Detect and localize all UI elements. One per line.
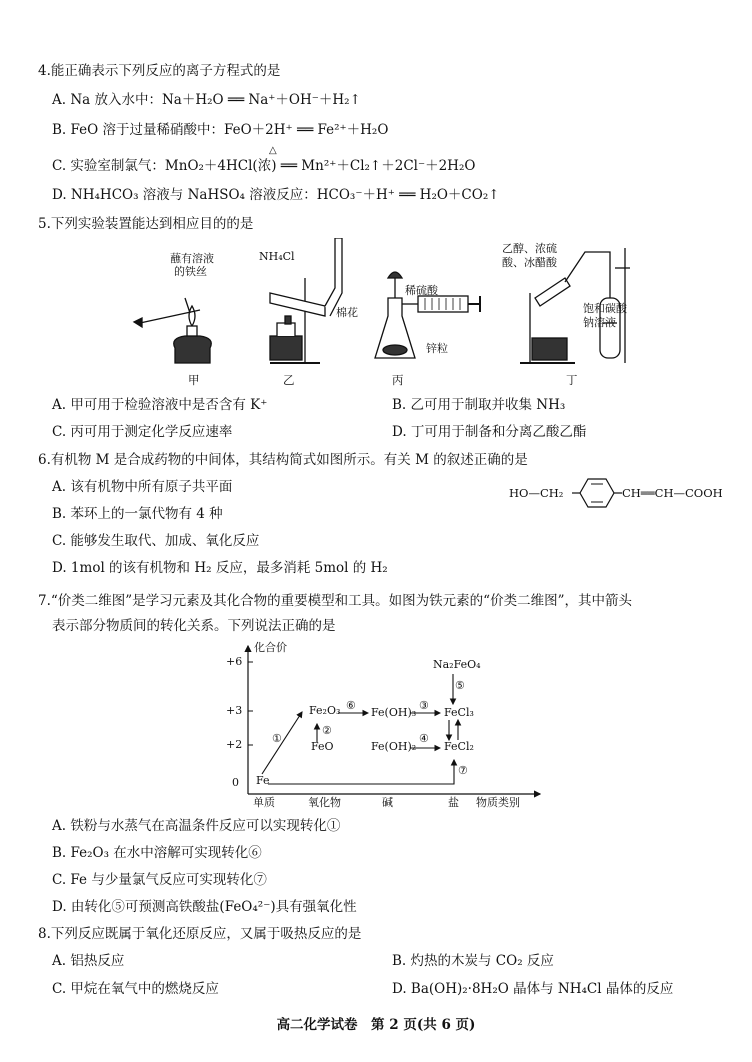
q6-option-b: B. 苯环上的一氯代物有 4 种 bbox=[52, 506, 223, 522]
q4-heat-symbol: △ bbox=[269, 145, 277, 156]
caption-yi: 乙 bbox=[283, 373, 295, 387]
q8-stem: 8.下列反应既属于氧化还原反应，又属于吸热反应的是 bbox=[38, 926, 362, 942]
label-ding-solution: 饱和碳酸 bbox=[583, 302, 627, 315]
q5-option-b: B. 乙可用于制取并收集 NH₃ bbox=[392, 397, 566, 413]
species-feoh3: Fe(OH)₃ bbox=[371, 706, 417, 719]
caption-ding: 丁 bbox=[566, 373, 578, 387]
xcat-base: 碱 bbox=[382, 796, 393, 809]
q6-option-a: A. 该有机物中所有原子共平面 bbox=[52, 479, 233, 495]
ytick-3: +3 bbox=[226, 704, 243, 717]
arrow-label-7: ⑦ bbox=[458, 764, 468, 777]
q7-option-d: D. 由转化⑤可预测高铁酸盐(FeO₄²⁻)具有强氧化性 bbox=[52, 899, 357, 915]
q6-stem: 6.有机物 M 是合成药物的中间体，其结构简式如图所示。有关 M 的叙述正确的是 bbox=[38, 452, 528, 468]
q8-option-b: B. 灼热的木炭与 CO₂ 反应 bbox=[392, 953, 554, 969]
arrow-label-5: ⑤ bbox=[455, 679, 465, 692]
q5-stem: 5.下列实验装置能达到相应目的的是 bbox=[38, 216, 254, 232]
species-feo: FeO bbox=[311, 740, 334, 753]
iron-valence-class-diagram bbox=[220, 642, 560, 812]
arrow-label-4: ④ bbox=[419, 732, 429, 745]
caption-bing: 丙 bbox=[392, 373, 404, 387]
q7-stem-line1: 7.“价类二维图”是学习元素及其化合物的重要模型和工具。如图为铁元素的“价类二维图”，其中箭头 bbox=[38, 593, 632, 609]
q8-option-a: A. 铝热反应 bbox=[52, 953, 125, 969]
structure-left: HO—CH₂ bbox=[509, 486, 564, 500]
q5-option-d: D. 丁可用于制备和分离乙酸乙酯 bbox=[392, 424, 587, 440]
q7-option-b: B. Fe₂O₃ 在水中溶解可实现转化⑥ bbox=[52, 845, 262, 861]
species-fecl2: FeCl₂ bbox=[444, 740, 474, 753]
species-fe2o3: Fe₂O₃ bbox=[309, 704, 341, 717]
q5-option-a: A. 甲可用于检验溶液中是否含有 K⁺ bbox=[52, 397, 268, 413]
arrow-label-6: ⑥ bbox=[346, 699, 356, 712]
arrow-7 bbox=[268, 760, 454, 784]
q6-option-d: D. 1mol 的该有机物和 H₂ 反应，最多消耗 5mol 的 H₂ bbox=[52, 560, 388, 576]
xcat-oxide: 氧化物 bbox=[308, 796, 341, 809]
q6-option-c: C. 能够发生取代、加成、氧化反应 bbox=[52, 533, 260, 549]
ytick-2: +2 bbox=[226, 738, 243, 751]
label-ding-reagents-2: 酸、冰醋酸 bbox=[502, 256, 557, 269]
q8-option-d: D. Ba(OH)₂·8H₂O 晶体与 NH₄Cl 晶体的反应 bbox=[392, 981, 674, 997]
label-jia-wire-2: 的铁丝 bbox=[174, 265, 207, 278]
q4-stem: 4.能正确表示下列反应的离子方程式的是 bbox=[38, 63, 281, 79]
species-fecl3: FeCl₃ bbox=[444, 706, 474, 719]
label-yi-cotton: 棉花 bbox=[336, 306, 358, 319]
q8-option-c: C. 甲烷在氧气中的燃烧反应 bbox=[52, 981, 219, 997]
q4-option-b: B. FeO 溶于过量稀硝酸中：FeO＋2H⁺ ══ Fe²⁺＋H₂O bbox=[52, 122, 389, 138]
label-jia-wire: 蘸有溶液 bbox=[170, 252, 214, 265]
label-ding-reagents: 乙醇、浓硫 bbox=[502, 242, 557, 255]
caption-jia: 甲 bbox=[188, 373, 200, 387]
label-ding-solution-2: 钠溶液 bbox=[583, 316, 616, 329]
diagram-ylabel: 化合价 bbox=[254, 641, 287, 654]
q4-option-c: C. 实验室制氯气：MnO₂＋4HCl(浓) ══ Mn²⁺＋Cl₂↑＋2Cl⁻＋2H₂O bbox=[52, 158, 476, 174]
label-bing-acid: 稀硫酸 bbox=[405, 284, 438, 297]
structure-right: CH══CH—COOH bbox=[622, 486, 723, 500]
species-fe: Fe bbox=[256, 774, 270, 787]
ytick-0: 0 bbox=[232, 776, 239, 789]
label-yi-nh4cl: NH₄Cl bbox=[259, 250, 295, 263]
q4-option-d: D. NH₄HCO₃ 溶液与 NaHSO₄ 溶液反应：HCO₃⁻＋H⁺ ══ H₂O＋CO₂↑ bbox=[52, 187, 500, 203]
q7-option-c: C. Fe 与少量氯气反应可实现转化⑦ bbox=[52, 872, 267, 888]
q4-option-a: A. Na 放入水中：Na＋H₂O ══ Na⁺＋OH⁻＋H₂↑ bbox=[52, 92, 361, 108]
arrow-1 bbox=[262, 712, 302, 774]
species-na2feo4: Na₂FeO₄ bbox=[433, 658, 481, 671]
page-footer: 高二化学试卷 第 2 页(共 6 页) bbox=[276, 1017, 476, 1033]
xcat-salt: 盐 bbox=[448, 796, 459, 809]
q7-option-a: A. 铁粉与水蒸气在高温条件反应可以实现转化① bbox=[52, 818, 341, 834]
arrow-label-3: ③ bbox=[419, 699, 429, 712]
q5-option-c: C. 丙可用于测定化学反应速率 bbox=[52, 424, 233, 440]
species-feoh2: Fe(OH)₂ bbox=[371, 740, 417, 753]
label-bing-zinc: 锌粒 bbox=[426, 342, 448, 355]
diagram-xlabel: 物质类别 bbox=[476, 796, 520, 809]
xcat-elemental: 单质 bbox=[253, 796, 275, 809]
ytick-6: +6 bbox=[226, 655, 243, 668]
arrow-label-1: ① bbox=[272, 732, 282, 745]
arrow-label-2: ② bbox=[322, 724, 332, 737]
benzene-ring-icon bbox=[572, 475, 622, 511]
q7-stem-line2: 表示部分物质间的转化关系。下列说法正确的是 bbox=[52, 618, 336, 634]
apparatus-jia bbox=[134, 298, 211, 363]
